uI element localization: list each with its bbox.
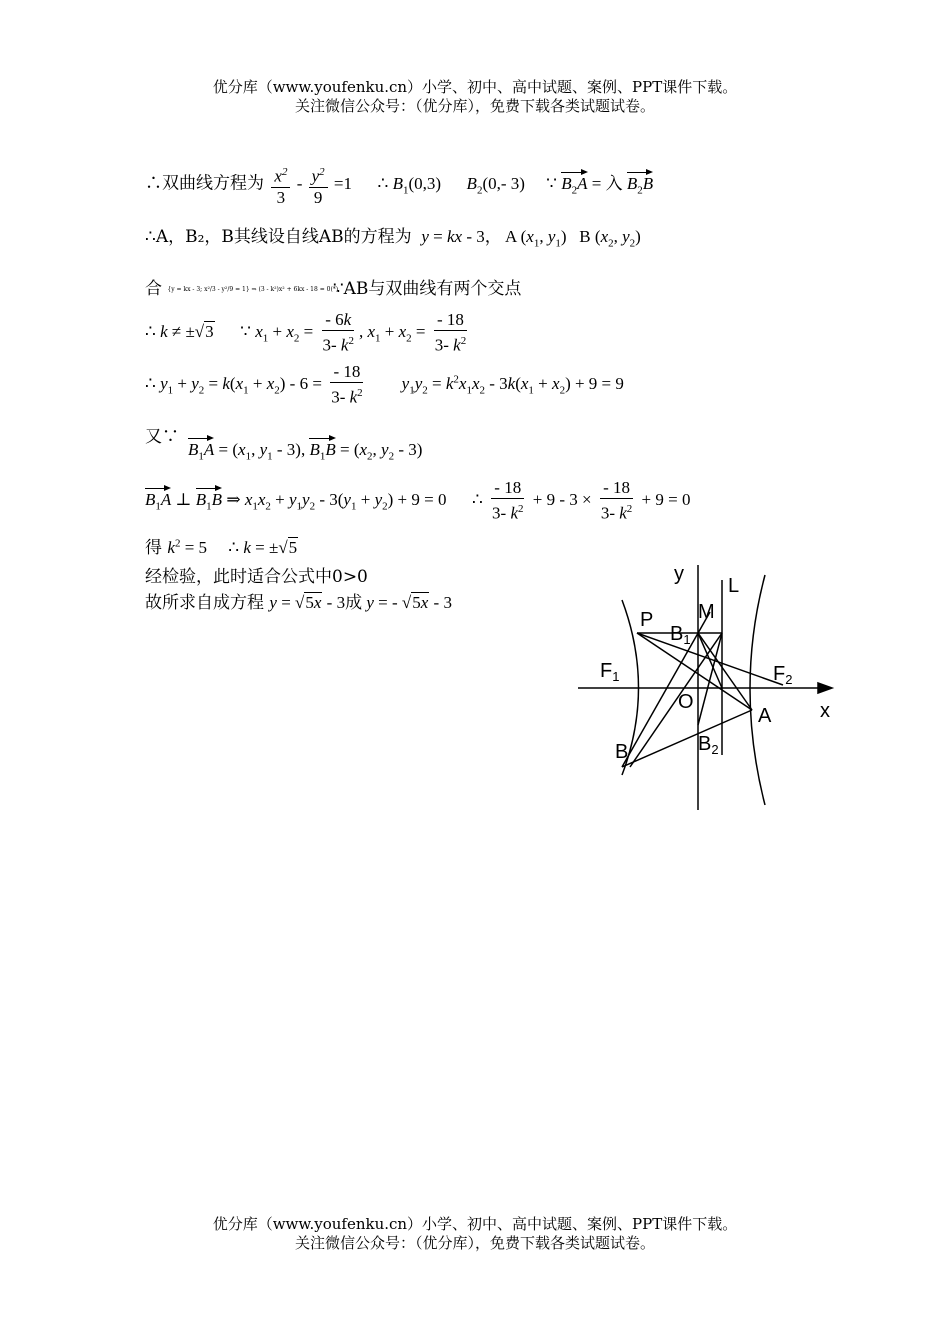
equation-line-8: 得 $k^2 = 5$ ∴ k = ±√5 (145, 537, 298, 558)
footer-line-1: 优分库（www.youfenku.cn）小学、初中、高中试题、案例、PPT课件下载。 (212, 1215, 738, 1233)
header-line-2: 关注微信公众号：（优分库），免费下载各类试题试卷。 (294, 97, 655, 115)
x-axis-arrow (818, 683, 832, 693)
label-B1: $B_1$ (670, 623, 691, 647)
equation-line-7: $B_1A$ ⊥ $B_1B$ ⇒ $x_1x_2 + y_1y_2 - 3(y_1 + y_2) + 9 = 0$ ∴ $\frac{- 18}{3- k^2}$ + 9 - 3 × $\frac{- 18}{3- k^2}$ + 9 = 0 (145, 478, 691, 523)
label-O: O (678, 691, 694, 713)
l11-prefix: 故所求自成方程 (145, 593, 264, 613)
l7-prefix: 又∵ (145, 427, 179, 447)
header-line-1: 优分库（www.youfenku.cn）小学、初中、高中试题、案例、PPT课件下载。 (212, 78, 738, 96)
equation-line-10: 故所求自成方程 y = √5x - 3成 y = - √5x - 3 (145, 593, 452, 613)
label-M: M (698, 601, 715, 623)
label-B2: $B_2$ (698, 733, 719, 757)
equation-line-2: ∴A，B₂，B其线设自线AB的方程为 y = kx - 3， A ($x_1$, $y_1$) B ($x_2$, $y_2$) (145, 227, 641, 250)
equation-line-1: ∴双曲线方程为 $\frac{x^2}{3}$ - $\frac{y^2}{9}$ =1 ∴ $B_1(0,3)$ $B_2(0,-$ 3) ∵ $B_2A$ = 入 $B_2B$ (145, 162, 653, 208)
l9-prefix: 得 (145, 538, 162, 558)
equation-line-6b: $B_1A = (x_1$, $y_1 - 3$), $B_1B = (x_2$, $y_2 - 3$) (188, 436, 422, 462)
right-hyperbola-branch (750, 575, 765, 805)
label-y: y (674, 563, 684, 585)
label-F2: $F_2$ (773, 663, 793, 687)
equation-line-6 (145, 422, 179, 447)
l3-prefix: 合 (145, 279, 162, 299)
label-F1: $F_1$ (600, 660, 620, 684)
label-P: P (640, 609, 654, 631)
equation-line-3: 合 {y = kx - 3; x²/3 - y²/9 = 1} ⇒ (3 - k²)x² + 6kx - 18 = 0(*) ∵AB与双曲线有两个交点 (145, 279, 522, 299)
label-A: A (758, 705, 772, 727)
label-L: L (728, 575, 740, 597)
l2-prefix: ∴A，B₂，B其线设自线AB的方程为 (145, 227, 412, 247)
l1-prefix: ∴双曲线方程为 (145, 173, 264, 194)
equation-line-9: 经检验，此时适合公式中0>0 (145, 567, 368, 587)
l3-suffix: ∵AB与双曲线有两个交点 (332, 279, 522, 299)
label-B: B (615, 741, 629, 763)
equation-line-4: ∴ k ≠ ±√3 ∵ $x_1 + x_2$ = $\frac{- 6k}{3- k^2}$ , $x_1 + x_2$ = $\frac{- 18}{3- k^2}$ (145, 310, 467, 355)
l11-mid: 成 (345, 593, 363, 613)
label-x: x (820, 700, 830, 722)
footer-line-2: 关注微信公众号：（优分库），免费下载各类试题试卷。 (294, 1234, 655, 1252)
hyperbola-figure (570, 560, 840, 815)
equation-line-5: ∴ $y_1 + y_2 = k(x_1 + x_2) - 6$ = $\frac{- 18}{3- k^2}$ $y_1y_2 = k^2x_1x_2 - 3k(x_1 + x_2) + 9 = 9$ (145, 362, 624, 407)
